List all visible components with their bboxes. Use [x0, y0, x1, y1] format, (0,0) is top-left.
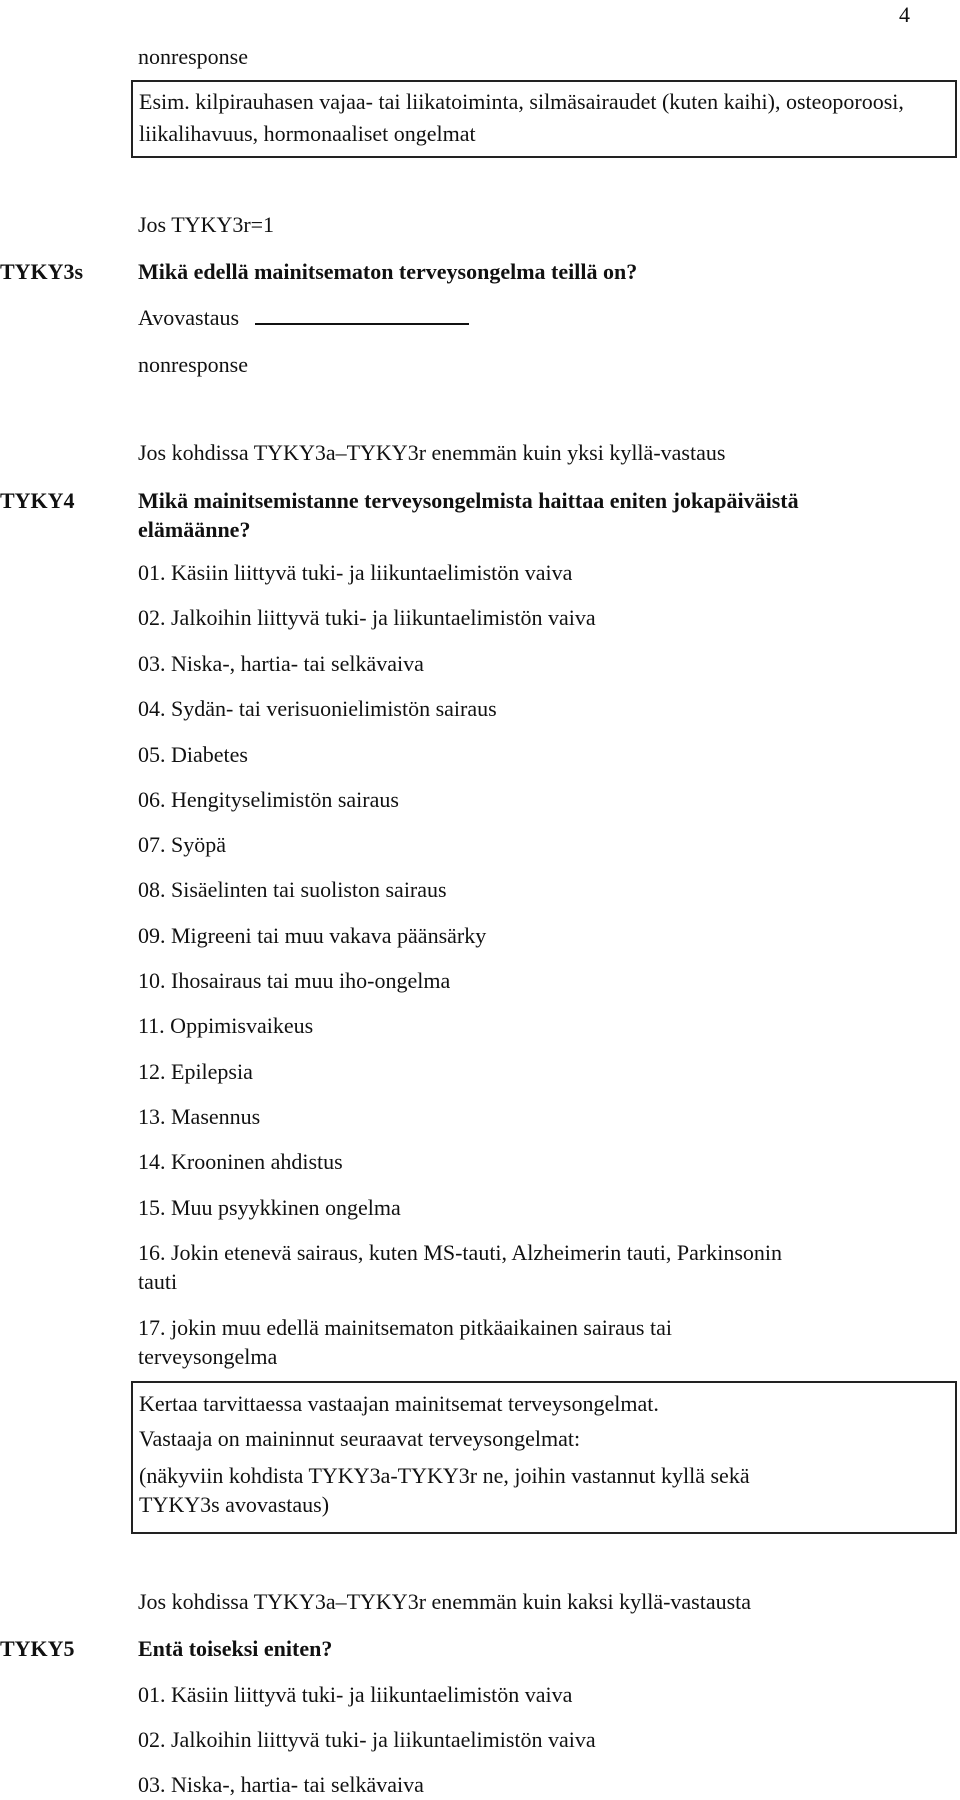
- option-02[interactable]: 02. Jalkoihin liittyvä tuki- ja liikuntaelimistön vaiva: [138, 1727, 596, 1752]
- question-text-line1: Mikä mainitsemistanne terveysongelmista haittaa eniten jokapäiväistä: [138, 488, 799, 513]
- question-text: Mikä edellä mainitsematon terveysongelma teillä on?: [138, 259, 638, 284]
- option-02[interactable]: 02. Jalkoihin liittyvä tuki- ja liikuntaelimistön vaiva: [138, 605, 596, 630]
- note-line2: Vastaaja on maininnut seuraavat terveysongelmat:: [139, 1426, 581, 1451]
- question-code: TYKY4: [0, 488, 75, 513]
- open-answer-label: Avovastaus: [138, 305, 240, 330]
- option-05[interactable]: 05. Diabetes: [138, 742, 248, 767]
- open-answer-blank[interactable]: [255, 305, 469, 325]
- option-10[interactable]: 10. Ihosairaus tai muu iho-ongelma: [138, 968, 451, 993]
- note-line1: Kertaa tarvittaessa vastaajan mainitsemat terveysongelmat.: [139, 1391, 659, 1416]
- question-text: Entä toiseksi eniten?: [138, 1636, 333, 1661]
- question-code: TYKY3s: [0, 259, 84, 284]
- option-03[interactable]: 03. Niska-, hartia- tai selkävaiva: [138, 1772, 424, 1797]
- note-line3: (näkyviin kohdista TYKY3a-TYKY3r ne, joihin vastannut kyllä sekä: [139, 1463, 750, 1488]
- option-12[interactable]: 12. Epilepsia: [138, 1059, 253, 1084]
- question-text-line2: elämäänne?: [138, 517, 251, 542]
- open-answer-row: [138, 303, 469, 333]
- option-09[interactable]: 09. Migreeni tai muu vakava päänsärky: [138, 923, 487, 948]
- condition: Jos kohdissa TYKY3a–TYKY3r enemmän kuin kaksi kyllä-vastausta: [138, 1589, 752, 1614]
- nonresponse-label: nonresponse: [138, 44, 248, 69]
- nonresponse-label: nonresponse: [138, 352, 248, 377]
- option-01[interactable]: 01. Käsiin liittyvä tuki- ja liikuntaelimistön vaiva: [138, 1682, 573, 1707]
- option-11[interactable]: 11. Oppimisvaikeus: [138, 1013, 314, 1038]
- option-15[interactable]: 15. Muu psyykkinen ongelma: [138, 1195, 401, 1220]
- option-03[interactable]: 03. Niska-, hartia- tai selkävaiva: [138, 651, 424, 676]
- option-16-line1: 16. Jokin etenevä sairaus, kuten MS-tauti, Alzheimerin tauti, Parkinsonin: [138, 1240, 782, 1265]
- option-04[interactable]: 04. Sydän- tai verisuonielimistön sairaus: [138, 696, 497, 721]
- option-07[interactable]: 07. Syöpä: [138, 832, 226, 857]
- note-line4: TYKY3s avovastaus): [139, 1492, 330, 1517]
- example-text: Esim. kilpirauhasen vajaa- tai liikatoiminta, silmäsairaudet (kuten kaihi), osteoporoosi, liikalihavuus, hormonaaliset ongelmat: [139, 89, 904, 146]
- condition: Jos TYKY3r=1: [138, 212, 275, 237]
- option-14[interactable]: 14. Krooninen ahdistus: [138, 1149, 343, 1174]
- option-17-line2: terveysongelma: [138, 1344, 278, 1369]
- option-06[interactable]: 06. Hengityselimistön sairaus: [138, 787, 399, 812]
- page-number: 4: [899, 2, 910, 27]
- option-01[interactable]: 01. Käsiin liittyvä tuki- ja liikuntaelimistön vaiva: [138, 560, 573, 585]
- option-08[interactable]: 08. Sisäelinten tai suoliston sairaus: [138, 877, 447, 902]
- condition: Jos kohdissa TYKY3a–TYKY3r enemmän kuin yksi kyllä-vastaus: [138, 440, 726, 465]
- option-17-line1: 17. jokin muu edellä mainitsematon pitkäaikainen sairaus tai: [138, 1315, 672, 1340]
- example-box: [131, 80, 957, 158]
- interviewer-note-box: [131, 1381, 957, 1534]
- option-16-line2: tauti: [138, 1269, 178, 1294]
- option-13[interactable]: 13. Masennus: [138, 1104, 261, 1129]
- question-code: TYKY5: [0, 1636, 75, 1661]
